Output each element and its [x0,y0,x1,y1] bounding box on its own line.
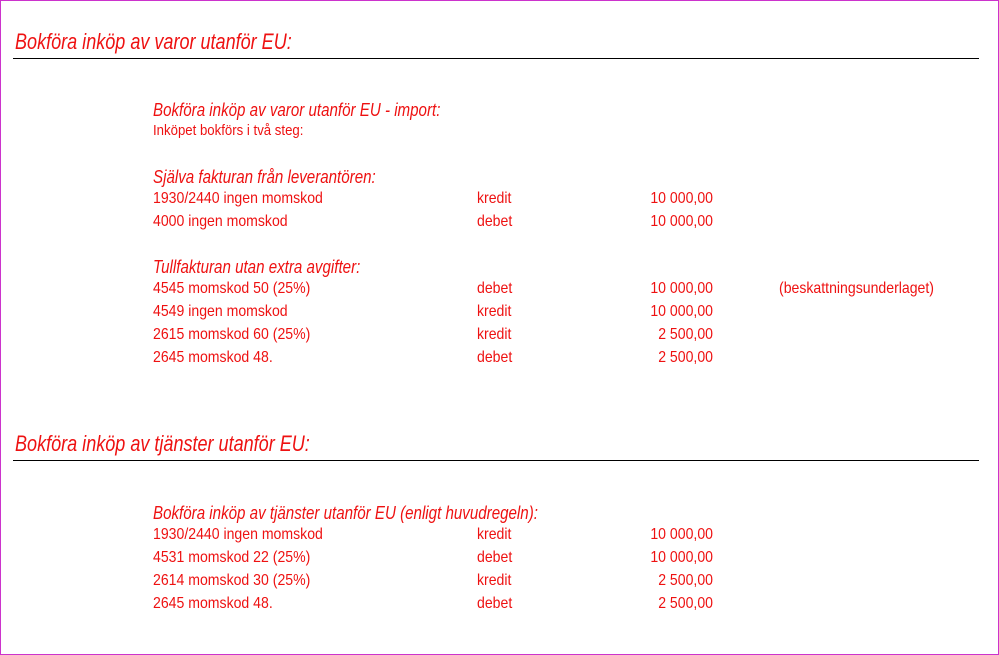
amount-cell: 10 000,00 [650,190,713,207]
booking-row [153,347,713,370]
debit-credit-cell: kredit [477,190,512,207]
services-rows [153,524,713,616]
amount-cell: 10 000,00 [650,549,713,566]
booking-row [153,324,713,347]
account-cell: 4549 ingen momskod [153,303,288,320]
account-cell: 4531 momskod 22 (25%) [153,549,311,566]
debit-credit-cell: debet [477,349,513,366]
supplier-invoice-rows [153,188,713,234]
section-title-services: Bokföra inköp av tjänster utanför EU: [15,431,310,456]
account-cell: 4545 momskod 50 (25%) [153,280,311,297]
section-divider-goods [13,58,979,59]
debit-credit-cell: kredit [477,526,512,543]
booking-row [153,547,713,570]
account-cell: 4000 ingen momskod [153,213,288,230]
goods-import-intro: Inköpet bokförs i två steg: [153,122,304,139]
amount-cell: 10 000,00 [650,526,713,543]
section-divider-services [13,460,979,461]
booking-row [153,593,713,616]
debit-credit-cell: debet [477,280,513,297]
debit-credit-cell: kredit [477,303,512,320]
note-cell: (beskattningsunderlaget) [779,280,934,297]
account-cell: 2614 momskod 30 (25%) [153,572,311,589]
amount-cell: 2 500,00 [658,326,713,343]
services-block [153,502,713,616]
account-cell: 2645 momskod 48. [153,595,273,612]
booking-row [153,301,713,324]
amount-cell: 2 500,00 [658,572,713,589]
debit-credit-cell: kredit [477,326,512,343]
amount-cell: 10 000,00 [650,303,713,320]
account-cell: 1930/2440 ingen momskod [153,190,323,207]
customs-invoice-rows [153,278,934,370]
account-cell: 2645 momskod 48. [153,349,273,366]
section-title-goods: Bokföra inköp av varor utanför EU: [15,29,292,54]
debit-credit-cell: debet [477,595,513,612]
amount-cell: 2 500,00 [658,595,713,612]
booking-row [153,278,934,301]
goods-import-heading: Bokföra inköp av varor utanför EU - import: [153,100,441,120]
debit-credit-cell: kredit [477,572,512,589]
debit-credit-cell: debet [477,213,513,230]
amount-cell: 10 000,00 [650,213,713,230]
booking-row [153,211,713,234]
debit-credit-cell: debet [477,549,513,566]
amount-cell: 10 000,00 [650,280,713,297]
account-cell: 2615 momskod 60 (25%) [153,326,311,343]
booking-row [153,188,713,211]
goods-import-block [153,99,934,370]
booking-row [153,524,713,547]
services-heading: Bokföra inköp av tjänster utanför EU (enligt huvudregeln): [153,503,538,523]
amount-cell: 2 500,00 [658,349,713,366]
account-cell: 1930/2440 ingen momskod [153,526,323,543]
supplier-invoice-heading: Själva fakturan från leverantören: [153,167,376,187]
booking-row [153,570,713,593]
customs-invoice-heading: Tullfakturan utan extra avgifter: [153,257,361,277]
